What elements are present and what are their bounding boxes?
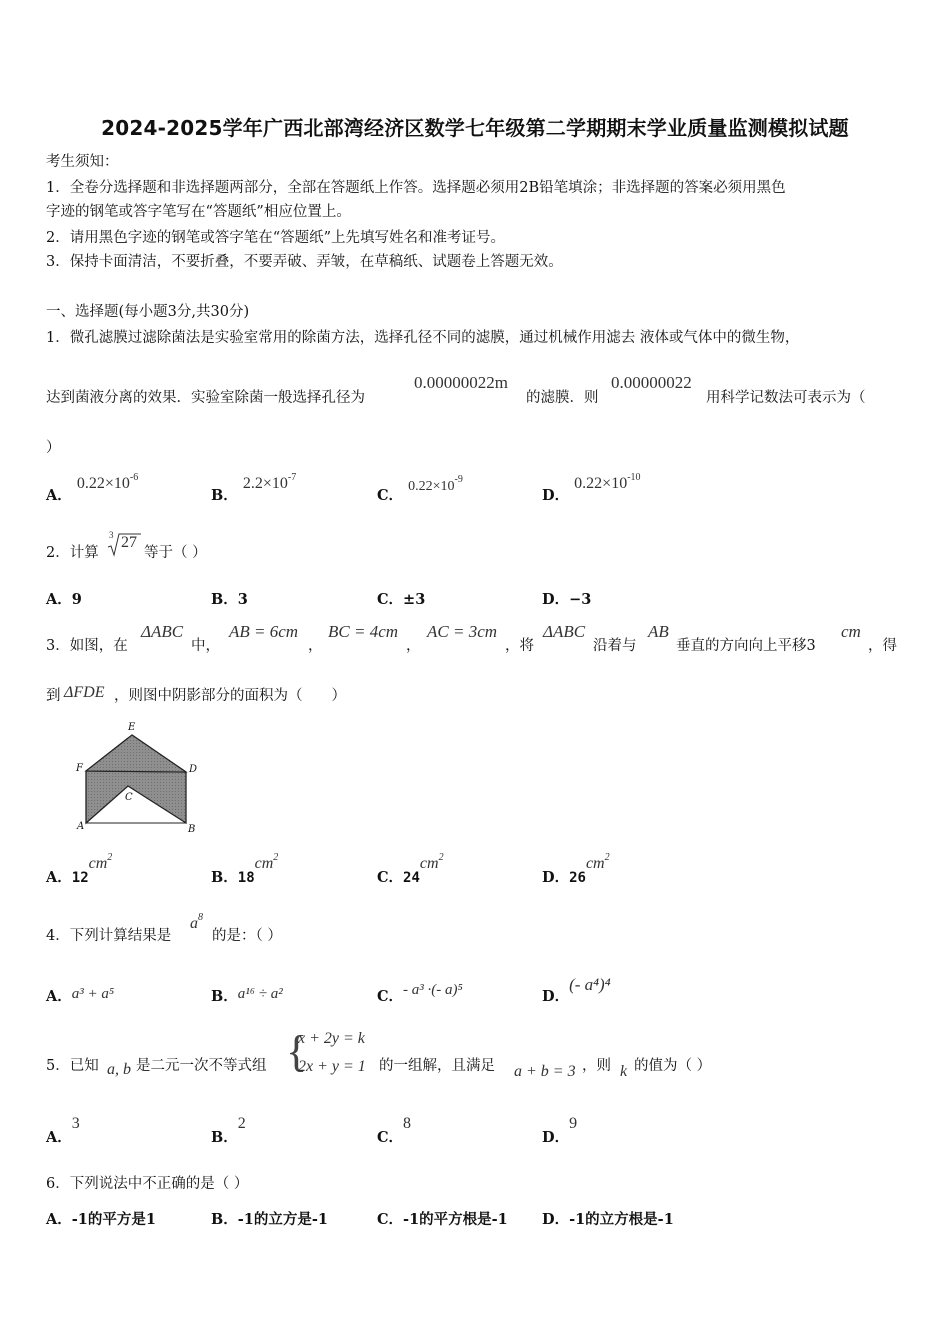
option-expr: $0.22\times 10^{-9}$ <box>408 474 463 494</box>
q6-stem: 6．下列说法中不正确的是（ ） <box>46 1176 249 1192</box>
section-heading: 一、选择题(每小题3分,共30分) <box>46 304 250 320</box>
q3-m2: AB = 6cm <box>229 622 299 641</box>
point-label-b: B <box>188 824 196 835</box>
q3-t7: 垂直的方向向上平移3 <box>676 638 816 654</box>
q5-pre: 5．已知 <box>46 1058 99 1074</box>
option-label: B． <box>211 487 238 504</box>
q3-option-d[interactable]: D．$26cm^2$ <box>542 852 610 886</box>
q1-line3: ） <box>46 440 61 456</box>
q5-option-c[interactable]: C．8 <box>377 1115 412 1146</box>
q5-option-d[interactable]: D．9 <box>542 1115 578 1146</box>
notice-item2: 2．请用黑色字迹的钢笔或答字笔在“答题纸”上先填写姓名和准考证号。 <box>46 230 506 246</box>
q3-m6: AB <box>648 622 669 641</box>
q1-line2b: 的滤膜．则 <box>526 390 599 406</box>
point-label-d: D <box>189 764 198 775</box>
q1-math2: 0.00000022 <box>611 373 692 392</box>
q3-option-c[interactable]: C．$24cm^2$ <box>377 852 444 886</box>
q5-option-b[interactable]: B．2 <box>211 1115 246 1146</box>
q6-option-d[interactable]: D．-1的立方根是-1 <box>542 1211 674 1228</box>
q3-t5: ，将 <box>505 638 534 654</box>
notice-heading: 考生须知： <box>46 154 119 170</box>
radicand: 27 <box>121 534 137 551</box>
q6-option-a[interactable]: A．-1的平方是1 <box>46 1211 156 1228</box>
q1-option-a[interactable] <box>46 472 139 504</box>
q3-m8: ΔFDE <box>64 684 105 701</box>
q5-mid: 是二元一次不等式组 <box>136 1058 267 1074</box>
q5-eq2: 2x + y = 1 <box>298 1058 366 1075</box>
q3-m3: BC = 4cm <box>328 622 399 641</box>
q3-t8: ，得 <box>868 638 897 654</box>
page-title: 2024-2025学年广西北部湾经济区数学七年级第二学期期末学业质量监测模拟试题 <box>101 116 849 140</box>
q3-m1: ΔABC <box>141 622 184 641</box>
q1-math1: 0.00000022m <box>414 373 508 392</box>
q2-post: 等于（ ） <box>144 545 207 561</box>
q1-option-c[interactable] <box>377 474 463 504</box>
q1-line1: 1．微孔滤膜过滤除菌法是实验室常用的除菌方法，选择孔径不同的滤膜，通过机械作用滤去 液体或气体中的微生物， <box>46 330 800 346</box>
q3-option-a[interactable]: A．$12cm^2$ <box>46 852 113 886</box>
notice-item3: 3．保持卡面清洁，不要折叠，不要弄破、弄皱，在草稿纸、试题卷上答题无效。 <box>46 254 563 270</box>
q4-option-d[interactable]: D．(- a⁴)⁴ <box>542 975 611 1005</box>
q2-option-c[interactable]: C．±3 <box>377 591 426 608</box>
q4-pre: 4．下列计算结果是 <box>46 928 172 944</box>
q2-cube-root <box>106 532 142 558</box>
root-index: 3 <box>109 530 114 540</box>
q3-m5: ΔABC <box>543 622 586 641</box>
option-label: C． <box>377 487 404 504</box>
point-label-a: A <box>77 821 85 832</box>
q2-option-b[interactable]: B．3 <box>211 591 248 608</box>
q3-option-b[interactable]: B．$18cm^2$ <box>211 852 279 886</box>
option-expr: $0.22\times 10^{-6}$ <box>76 472 139 492</box>
option-expr: $0.22\times 10^{-10}$ <box>574 472 641 492</box>
q4-post: 的是：（ ） <box>212 928 282 944</box>
q5-post2: ，则 <box>582 1058 611 1074</box>
q5-vars: a, b <box>107 1061 131 1078</box>
q6-option-c[interactable]: C．-1的平方根是-1 <box>377 1211 508 1228</box>
q5-eq1: x + 2y = k <box>298 1030 365 1047</box>
q4-option-b[interactable]: B．a¹⁶ ÷ a² <box>211 986 283 1005</box>
q3-t1: 3．如图，在 <box>46 638 128 654</box>
q5-cond: a + b = 3 <box>514 1063 576 1080</box>
q3-m7: cm <box>841 622 861 641</box>
q1-line2c: 用科学记数法可表示为（ <box>706 390 866 406</box>
q5-post3: 的值为（ ） <box>634 1058 712 1074</box>
q6-option-b[interactable]: B．-1的立方是-1 <box>211 1211 328 1228</box>
q3-m4: AC = 3cm <box>427 622 498 641</box>
q3-l2b: ，则图中阴影部分的面积为（ ） <box>114 688 346 704</box>
point-label-f: F <box>76 763 83 774</box>
q3-t3: ， <box>308 638 323 654</box>
point-label-e: E <box>128 722 136 733</box>
q1-line2a: 达到菌液分离的效果．实验室除菌一般选择孔径为 <box>46 390 365 406</box>
option-label: D． <box>542 487 570 504</box>
q2-pre: 2．计算 <box>46 545 99 561</box>
q2-option-a[interactable]: A．9 <box>46 591 82 608</box>
q3-t6: 沿着与 <box>593 638 637 654</box>
q1-option-d[interactable] <box>542 472 641 504</box>
notice-item1-line2: 字迹的钢笔或答字笔写在“答题纸”相应位置上。 <box>46 204 351 220</box>
notice-item1-line1: 1．全卷分选择题和非选择题两部分，全部在答题纸上作答。选择题必须用2B铅笔填涂；非选择题的答案必须用黑色 <box>46 180 786 196</box>
q3-l2a: 到 <box>46 688 61 704</box>
q4-math: $a^8$ <box>190 912 203 932</box>
option-label: A． <box>46 487 72 504</box>
q5-k: k <box>620 1063 628 1080</box>
q3-t2: 中， <box>191 638 220 654</box>
q1-option-b[interactable] <box>211 472 297 504</box>
q3-t4: ， <box>406 638 421 654</box>
option-expr: $2.2\times 10^{-7}$ <box>242 472 297 492</box>
brace-icon: { <box>286 1027 308 1076</box>
q3-figure <box>70 722 210 842</box>
q5-post1: 的一组解，且满足 <box>379 1058 495 1074</box>
q4-option-c[interactable]: C．- a³ ·(- a)⁵ <box>377 982 463 1005</box>
q2-option-d[interactable]: D．−3 <box>542 591 592 608</box>
point-label-c: C <box>125 792 133 803</box>
q5-option-a[interactable]: A．3 <box>46 1115 80 1146</box>
q4-option-a[interactable]: A．a³ + a⁵ <box>46 986 115 1005</box>
